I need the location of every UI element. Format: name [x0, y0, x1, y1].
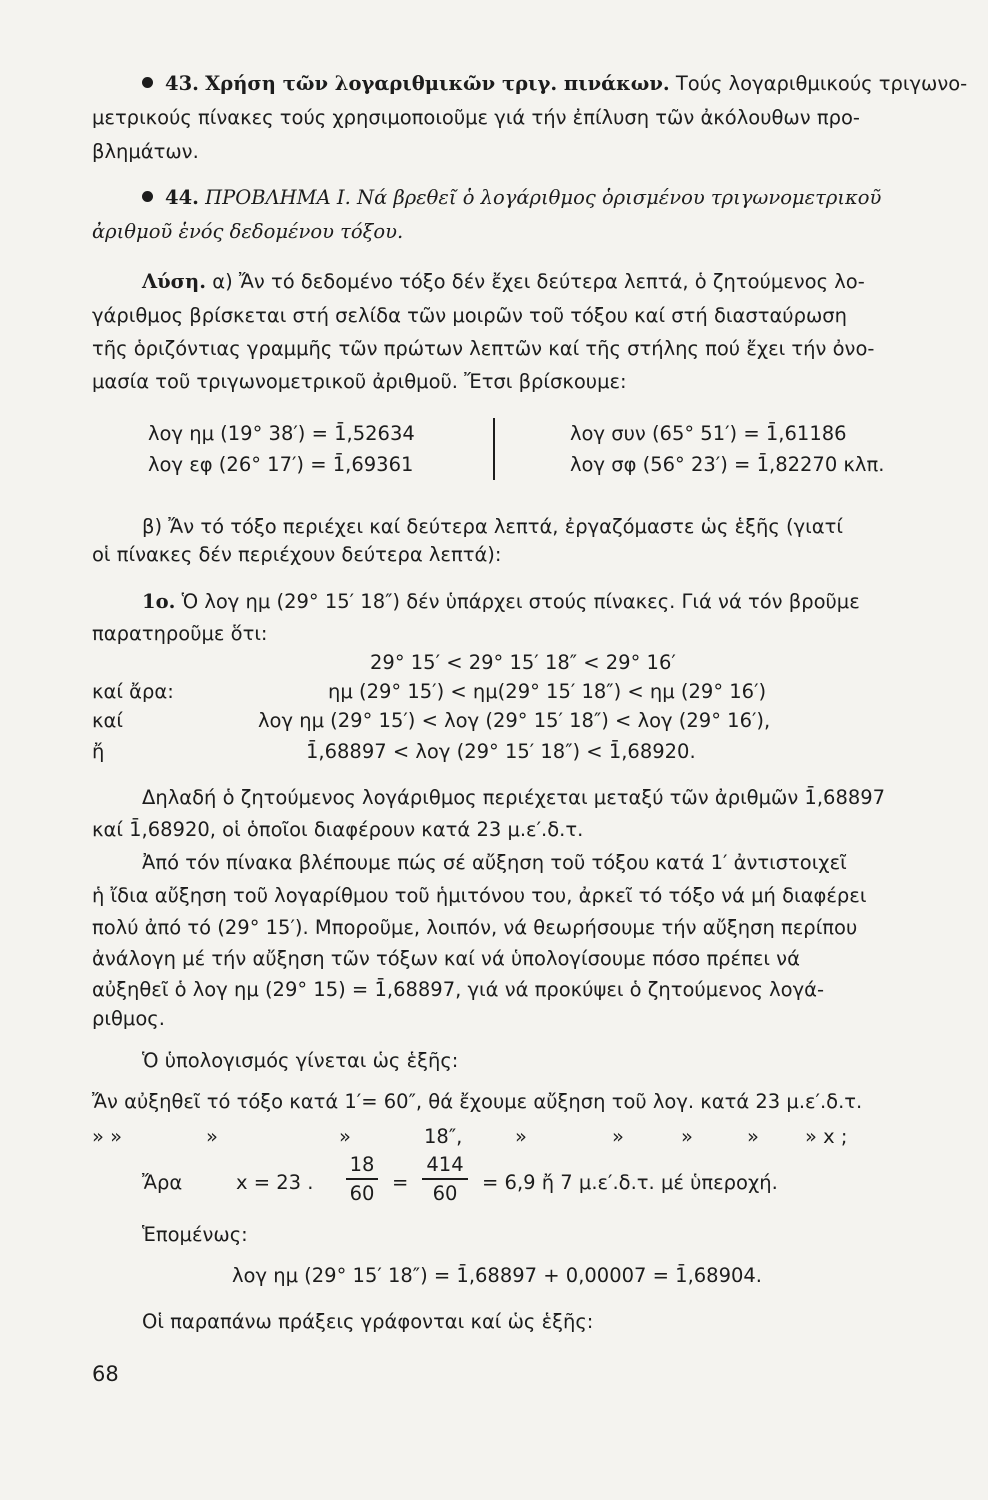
- closing-line: Οἱ παραπάνω πράξεις γράφονται καί ὡς ἑξῆς:: [142, 1310, 594, 1333]
- label-kai-ara: καί ἄρα:: [92, 680, 174, 703]
- step-1-text: Ὁ λογ ημ (29° 15′ 18″) δέν ὑπάρχει στούς πίνακες. Γιά νά τόν βροῦμε: [181, 590, 860, 613]
- label-epomenos: Ἑπομένως:: [142, 1223, 248, 1246]
- ditto-mark: »: [339, 1125, 351, 1148]
- x-equals: x = 23 .: [236, 1171, 314, 1194]
- page-number: 68: [92, 1362, 119, 1386]
- example-log-cot: λογ σφ (56° 23′) = 1̄,82270 κλπ.: [570, 453, 885, 476]
- section-43-title: Χρήση τῶν λογαριθμικῶν τριγ. πινάκων.: [205, 72, 670, 95]
- section-43-number: 43.: [165, 72, 199, 95]
- solution-line-4: μασία τοῦ τριγωνομετρικοῦ ἀριθμοῦ. Ἔτσι βρίσκουμε:: [92, 370, 627, 393]
- ditto-x: » x ;: [805, 1125, 848, 1148]
- label-kai: καί: [92, 709, 123, 732]
- ditto-marks: » »: [92, 1125, 123, 1148]
- section-44-title-line-1: ΠΡΟΒΛΗΜΑ Ι. Νά βρεθεῖ ὁ λογάριθμος ὁρισμένου τριγωνομετρικοῦ: [205, 186, 882, 209]
- ditto-mark: »: [681, 1125, 693, 1148]
- bullet-icon: [142, 77, 153, 88]
- paragraph-2-line-2: ἡ ἴδια αὔξηση τοῦ λογαρίθμου τοῦ ἡμιτόνου του, ἀρκεῖ τό τόξο νά μή διαφέρει: [92, 884, 867, 907]
- paragraph-1-line-2: καί 1̄,68920, οἱ ὁποῖοι διαφέρουν κατά 23 μ.ε′.δ.τ.: [92, 818, 584, 841]
- paragraph-2-line-5: αὐξηθεῖ ὁ λογ ημ (29° 15) = 1̄,68897, γιά νά προκύψει ὁ ζητούμενος λογά-: [92, 978, 825, 1001]
- solution-line-1: [142, 269, 865, 295]
- section-43-text-start: Τούς λογαριθμικούς τριγωνο-: [675, 72, 968, 95]
- bullet-icon: [142, 191, 153, 202]
- ditto-mark: »: [206, 1125, 218, 1148]
- inequality-arcs: 29° 15′ < 29° 15′ 18″ < 29° 16′: [370, 651, 676, 674]
- inequality-logs: λογ ημ (29° 15′) < λογ (29° 15′ 18″) < λογ (29° 16′),: [258, 709, 771, 732]
- paragraph-2-line-3: πολύ ἀπό τό (29° 15′). Μποροῦμε, λοιπόν, νά θεωρήσουμε τήν αὔξηση περίπου: [92, 916, 858, 939]
- label-i: ἤ: [92, 740, 105, 763]
- fraction-18-60: [346, 1153, 378, 1206]
- paragraph-2-line-1: Ἀπό τόν πίνακα βλέπουμε πώς σέ αὔξηση τοῦ τόξου κατά 1′ ἀντιστοιχεῖ: [142, 851, 847, 874]
- example-log-tan: λογ εφ (26° 17′) = 1̄,69361: [148, 453, 414, 476]
- solution-text: α) Ἄν τό δεδομένο τόξο δέν ἔχει δεύτερα λεπτά, ὁ ζητούμενος λο-: [212, 270, 865, 293]
- section-44-heading: [142, 185, 881, 211]
- fraction-denominator: 60: [432, 1182, 458, 1205]
- calculation-intro: Ὁ ὑπολογισμός γίνεται ὡς ἑξῆς:: [142, 1049, 459, 1072]
- section-44-title-line-2: ἀριθμοῦ ἑνός δεδομένου τόξου.: [92, 220, 404, 243]
- final-equation: λογ ημ (29° 15′ 18″) = 1̄,68897 + 0,00007 = 1̄,68904.: [232, 1264, 763, 1287]
- section-43-heading: [142, 71, 967, 97]
- fraction-denominator: 60: [349, 1182, 375, 1205]
- beta-line-1: β) Ἄν τό τόξο περιέχει καί δεύτερα λεπτά, ἐργαζόμαστε ὡς ἑξῆς (γιατί: [142, 515, 843, 538]
- equals-sign: =: [392, 1171, 409, 1194]
- value-18-seconds: 18″,: [424, 1125, 463, 1148]
- step-1-line-1: [142, 589, 860, 615]
- ditto-mark: »: [515, 1125, 527, 1148]
- ditto-mark: »: [612, 1125, 624, 1148]
- fraction-414-60: [422, 1153, 468, 1206]
- paragraph-1-line-1: Δηλαδή ὁ ζητούμενος λογάριθμος περιέχεται μεταξύ τῶν ἀριθμῶν 1̄,68897: [142, 786, 886, 809]
- section-44-number: 44.: [165, 186, 199, 209]
- section-43-line-3: βλημάτων.: [92, 140, 199, 163]
- fraction-bar: [422, 1178, 468, 1180]
- column-divider: [493, 418, 495, 480]
- step-1-line-2: παρατηροῦμε ὅτι:: [92, 622, 268, 645]
- fraction-numerator: 18: [349, 1153, 375, 1176]
- inequality-sines: ημ (29° 15′) < ημ(29° 15′ 18″) < ημ (29° 16′): [328, 680, 767, 703]
- example-log-cos: λογ συν (65° 51′) = 1̄,61186: [570, 422, 847, 445]
- inequality-values: 1̄,68897 < λογ (29° 15′ 18″) < 1̄,68920.: [306, 740, 696, 763]
- solution-label: Λύση.: [142, 270, 207, 293]
- calculation-result: = 6,9 ἤ 7 μ.ε′.δ.τ. μέ ὑπεροχή.: [482, 1171, 778, 1194]
- example-log-sin: λογ ημ (19° 38′) = 1̄,52634: [148, 422, 415, 445]
- fraction-numerator: 414: [426, 1153, 464, 1176]
- beta-line-2: οἱ πίνακες δέν περιέχουν δεύτερα λεπτά):: [92, 543, 502, 566]
- ditto-mark: »: [747, 1125, 759, 1148]
- solution-line-2: γάριθμος βρίσκεται στή σελίδα τῶν μοιρῶν τοῦ τόξου καί στή διασταύρωση: [92, 304, 848, 327]
- section-43-line-2: μετρικούς πίνακες τούς χρησιμοποιοῦμε γιά τήν ἐπίλυση τῶν ἀκόλουθων προ-: [92, 106, 860, 129]
- label-ara: Ἄρα: [142, 1171, 183, 1194]
- calculation-line-1: Ἄν αὐξηθεῖ τό τόξο κατά 1′= 60″, θά ἔχουμε αὔξηση τοῦ λογ. κατά 23 μ.ε′.δ.τ.: [92, 1090, 863, 1113]
- paragraph-2-line-4: ἀνάλογη μέ τήν αὔξηση τῶν τόξων καί νά ὑπολογίσουμε πόσο πρέπει νά: [92, 947, 800, 970]
- step-1-label: 1ο.: [142, 590, 176, 613]
- solution-line-3: τῆς ὁριζόντιας γραμμῆς τῶν πρώτων λεπτῶν καί τῆς στήλης πού ἔχει τήν ὀνο-: [92, 337, 875, 360]
- fraction-bar: [346, 1178, 378, 1180]
- paragraph-2-line-6: ριθμος.: [92, 1007, 165, 1030]
